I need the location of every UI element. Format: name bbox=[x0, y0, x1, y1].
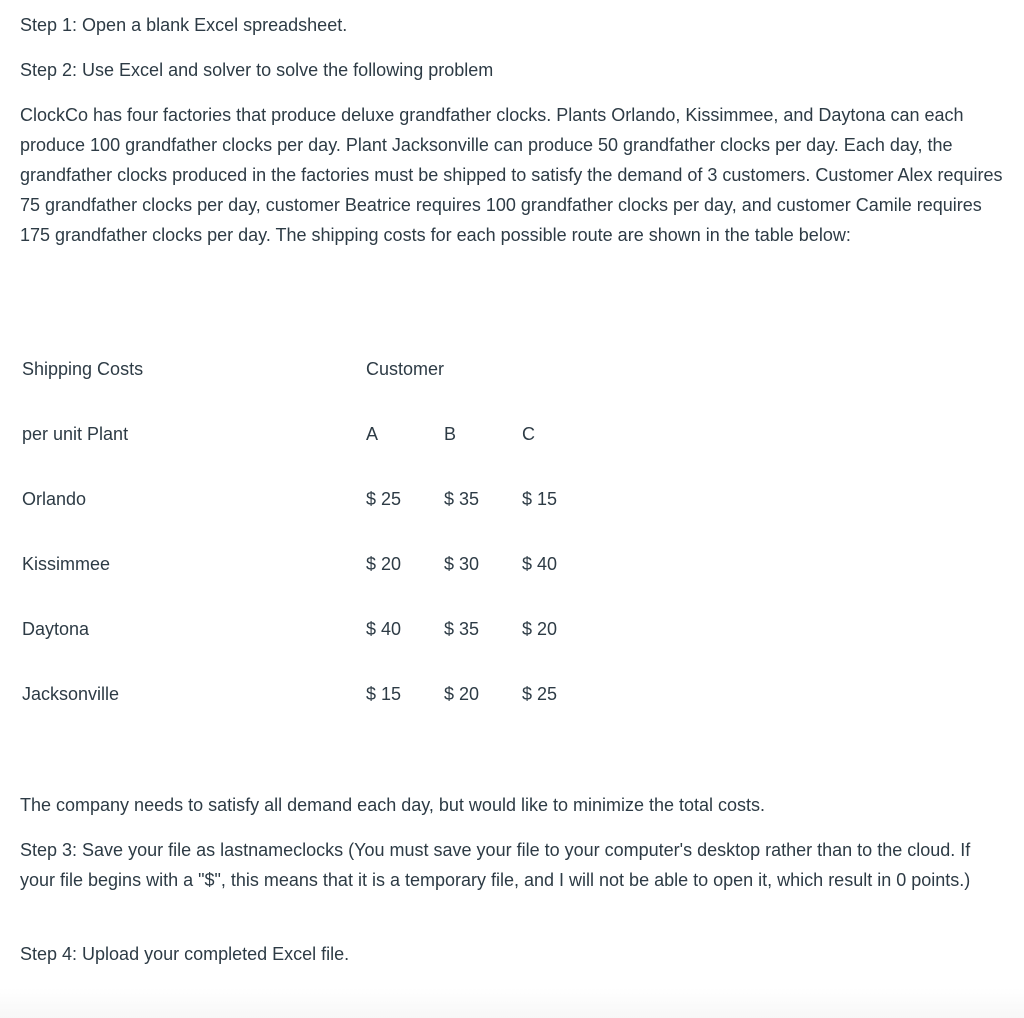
cost-cell: $ 15 bbox=[366, 684, 402, 704]
plant-name: Daytona bbox=[22, 619, 90, 639]
cost-cell: $ 20 bbox=[444, 684, 480, 704]
cost-cell: $ 35 bbox=[444, 619, 480, 639]
cost-cell: $ 25 bbox=[366, 489, 402, 509]
step-4-text: Step 4: Upload your completed Excel file. bbox=[20, 944, 350, 964]
table-subheader-row bbox=[20, 402, 602, 467]
plant-name: Orlando bbox=[22, 489, 87, 509]
step-1-text: Step 1: Open a blank Excel spreadsheet. bbox=[20, 15, 348, 35]
shipping-costs-label: Shipping Costs bbox=[22, 359, 144, 379]
step-3-text: Step 3: Save your file as lastnameclocks (You must save your file to your computer's desktop rather than to the cloud. If your file begins with a "$", this means that it is a temporary file, and I will not be able to open it, which result in 0 points.) bbox=[20, 840, 971, 890]
table-row bbox=[20, 597, 602, 662]
cost-cell: $ 20 bbox=[366, 554, 402, 574]
minimize-cost-text: The company needs to satisfy all demand each day, but would like to minimize the total costs. bbox=[20, 795, 766, 815]
footer-shading bbox=[0, 988, 1024, 1018]
table-row bbox=[20, 662, 602, 727]
table-row bbox=[20, 467, 602, 532]
cost-cell: $ 15 bbox=[522, 489, 558, 509]
step-2-text: Step 2: Use Excel and solver to solve the following problem bbox=[20, 60, 494, 80]
per-unit-plant-label: per unit Plant bbox=[22, 424, 129, 444]
cost-cell: $ 20 bbox=[522, 619, 558, 639]
problem-statement: ClockCo has four factories that produce deluxe grandfather clocks. Plants Orlando, Kissimmee, and Daytona can each produce 100 grandfather clocks per day. Plant Jacksonville can produce 50 grandfather clocks per day. Each day, the grandfather clocks produced in the factories must be shipped to satisfy the demand of 3 customers. Customer Alex requires 75 grandfather clocks per day, customer Beatrice requires 100 grandfather clocks per day, and customer Camile requires 175 grandfather clocks per day. The shipping costs for each possible route are shown in the table below: bbox=[20, 105, 1003, 245]
cost-cell: $ 30 bbox=[444, 554, 480, 574]
customer-header: Customer bbox=[366, 359, 445, 379]
table-row bbox=[20, 532, 602, 597]
column-header-c: C bbox=[522, 424, 535, 444]
plant-name: Kissimmee bbox=[22, 554, 111, 574]
plant-name: Jacksonville bbox=[22, 684, 120, 704]
shipping-costs-table bbox=[20, 337, 602, 727]
column-header-b: B bbox=[444, 424, 457, 444]
cost-cell: $ 40 bbox=[366, 619, 402, 639]
column-header-a: A bbox=[366, 424, 379, 444]
cost-cell: $ 35 bbox=[444, 489, 480, 509]
cost-cell: $ 40 bbox=[522, 554, 558, 574]
cost-cell: $ 25 bbox=[522, 684, 558, 704]
table-header-row bbox=[20, 337, 602, 402]
